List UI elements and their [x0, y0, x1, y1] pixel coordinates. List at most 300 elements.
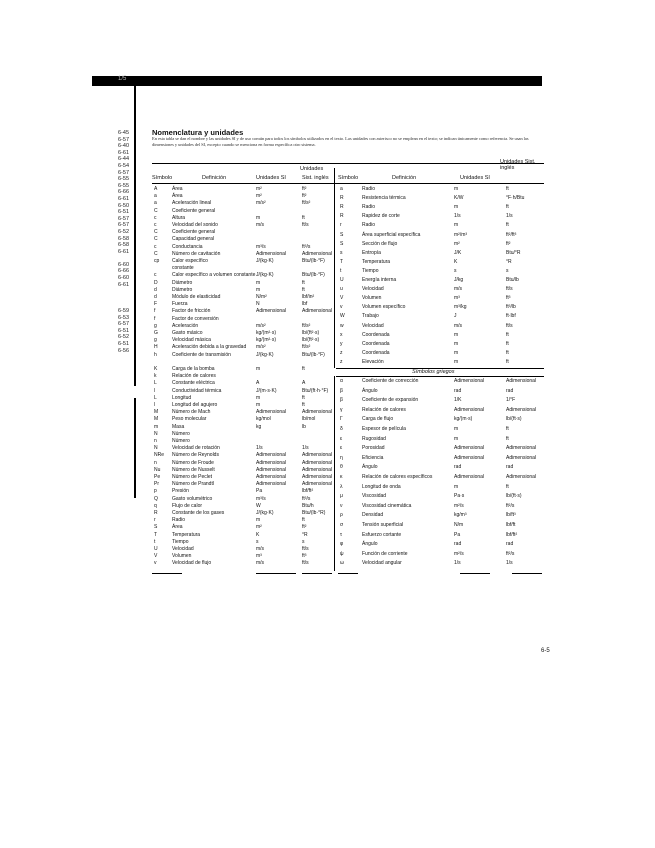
us-unit-cell: lb/(ft·s) — [506, 493, 522, 500]
definition-cell: Esfuerzo cortante — [362, 531, 402, 538]
si-unit-cell: A — [256, 380, 260, 387]
definition-cell: Número — [172, 430, 190, 437]
us-unit-cell: A — [302, 380, 306, 387]
margin-number: 6-61 — [118, 281, 130, 288]
definition-cell: Número de Froude — [172, 459, 214, 466]
symbol-cell: C — [154, 207, 158, 214]
col-si-units: Unidades SI — [256, 175, 286, 181]
si-unit-cell: kg/(m·s) — [454, 416, 473, 423]
us-unit-cell: ft — [506, 204, 509, 211]
definition-cell: Porosidad — [362, 445, 385, 452]
definition-cell: Área — [172, 193, 183, 200]
definition-cell: Tiempo — [362, 267, 379, 274]
definition-cell: Volumen — [362, 295, 382, 302]
definition-cell: Volumen — [172, 553, 192, 560]
si-unit-cell: m²/s — [454, 550, 464, 557]
definition-cell: Temperatura — [362, 258, 391, 265]
symbol-cell: ε — [340, 435, 343, 442]
symbol-cell: Γ — [340, 416, 343, 423]
si-unit-cell: Adimensional — [454, 454, 485, 461]
definition-cell: Número de Nusselt — [172, 466, 215, 473]
us-unit-cell: ft/s — [506, 322, 513, 329]
definition-cell: Número — [172, 438, 190, 444]
si-unit-cell: m — [454, 340, 459, 347]
si-unit-cell: m/s — [256, 546, 265, 552]
us-unit-cell: lbf — [302, 301, 308, 308]
si-unit-cell: m — [454, 349, 459, 356]
symbol-cell: C — [154, 250, 158, 257]
symbol-cell: T — [154, 531, 158, 538]
us-unit-cell: ft²/s — [506, 502, 515, 509]
definition-cell: Volumen específico — [362, 304, 406, 311]
definition-cell: Sección de flujo — [362, 240, 398, 247]
si-unit-cell: Adimensional — [454, 445, 485, 452]
col-us-units: Sist. inglés — [302, 175, 329, 181]
symbol-cell: a — [340, 186, 343, 192]
definition-cell: Radio — [362, 204, 376, 211]
us-unit-cell: ft·lbf — [506, 313, 516, 320]
units-group-label: Unidades — [300, 166, 324, 172]
us-unit-cell: ft/s² — [302, 200, 311, 207]
si-unit-cell: J/(kg·K) — [256, 351, 274, 358]
definition-cell: Área superficial específica — [362, 231, 421, 238]
symbol-cell: S — [340, 231, 344, 238]
definition-cell: Aceleración lineal — [172, 200, 212, 207]
si-unit-cell: Adimensional — [256, 459, 287, 466]
us-unit-cell: ft² — [506, 240, 511, 247]
symbol-cell: V — [154, 553, 158, 560]
symbol-cell: ψ — [340, 550, 344, 557]
symbol-cell: c — [154, 222, 157, 228]
definition-cell: Velocidad de flujo — [172, 560, 212, 567]
si-unit-cell: m — [454, 331, 459, 338]
si-unit-cell: Adimensional — [256, 409, 287, 416]
definition-cell: Tiempo — [172, 538, 189, 545]
definition-cell: Diámetro — [172, 279, 193, 286]
table-bottom-rule-mid — [256, 573, 296, 574]
margin-line-lower — [134, 398, 136, 498]
definition-cell: Ángulo — [362, 464, 378, 471]
us-unit-cell: Adimensional — [506, 378, 537, 384]
symbol-cell: τ — [340, 531, 342, 538]
us-unit-cell: ft/s — [302, 222, 309, 228]
si-unit-cell: Pa·s — [454, 493, 465, 500]
symbol-cell: n — [154, 459, 157, 466]
definition-cell: Velocidad másica — [172, 337, 211, 344]
symbol-cell: k — [154, 373, 157, 380]
us-unit-cell: lbf/ft — [506, 522, 516, 528]
si-unit-cell: m/s² — [256, 344, 266, 351]
definition-cell: Velocidad del sonido — [172, 222, 218, 228]
table-bottom-rule-right — [338, 573, 358, 574]
symbol-cell: Pe — [154, 474, 161, 480]
definition-cell: Ángulo — [362, 541, 378, 548]
definition-cell: Eficiencia — [362, 454, 384, 461]
definition-cell: Número de Reynolds — [172, 452, 219, 459]
si-unit-cell: m — [454, 483, 459, 490]
us-unit-cell: 1/s — [302, 445, 309, 452]
si-unit-cell: K/W — [454, 195, 464, 202]
symbol-cell: N — [154, 430, 158, 437]
us-unit-cell: ft/s — [506, 286, 513, 293]
col-symbol-2: Símbolo — [338, 175, 359, 181]
margin-number: 6-55 — [118, 182, 130, 189]
definition-cell: Rapidez de corte — [362, 213, 400, 220]
si-unit-cell: s — [256, 538, 259, 545]
symbol-cell: ω — [340, 560, 344, 567]
symbol-cell: W — [340, 313, 345, 320]
si-unit-cell: kg/m³ — [454, 512, 467, 519]
symbol-cell: G — [154, 330, 158, 336]
si-unit-cell: N/m — [454, 522, 464, 528]
symbol-cell: u — [340, 286, 343, 293]
us-unit-cell: Adimensional — [302, 459, 333, 466]
us-unit-cell: ft — [302, 286, 305, 293]
definition-cell: Coeficiente general — [172, 207, 216, 214]
us-unit-cell: Adimensional — [302, 474, 333, 480]
symbol-cell: h — [154, 351, 157, 358]
si-unit-cell: m² — [454, 240, 460, 247]
si-unit-cell: m — [454, 426, 459, 432]
us-unit-cell: ft — [506, 426, 509, 432]
symbol-cell: V — [340, 295, 344, 302]
margin-number: 6-58 — [118, 242, 130, 249]
us-unit-cell: lbf/ft² — [302, 488, 314, 495]
definition-cell: Coordenada — [362, 331, 390, 338]
header-rule-bottom — [152, 183, 544, 184]
symbol-cell: Nu — [154, 466, 161, 473]
definition-cell: Rugosidad — [362, 435, 386, 442]
symbol-cell: r — [340, 222, 342, 229]
si-unit-cell: Adimensional — [256, 481, 287, 488]
us-unit-cell: ft² — [302, 524, 307, 531]
us-unit-cell: ft — [302, 517, 305, 524]
header-rule-top — [152, 163, 544, 164]
us-unit-cell: ft — [506, 435, 509, 442]
definition-cell: Resistencia térmica — [362, 195, 406, 202]
si-unit-cell: m² — [256, 186, 262, 192]
definition-cell: Capacidad general — [172, 236, 214, 243]
margin-number: 6-51 — [118, 327, 130, 334]
definition-cell: constante — [172, 265, 194, 272]
si-unit-cell: m/s — [454, 286, 463, 293]
us-unit-cell: ft² — [302, 186, 307, 192]
symbol-cell: R — [154, 510, 158, 516]
si-unit-cell: N — [256, 301, 260, 308]
symbol-cell: N — [154, 445, 158, 452]
si-unit-cell: J/kg — [454, 277, 464, 283]
symbol-cell: D — [154, 279, 158, 286]
us-unit-cell: ft — [506, 483, 509, 490]
greek-subheader: Símbolos griegos — [412, 369, 455, 375]
definition-cell: Densidad — [362, 512, 384, 519]
si-unit-cell: m — [256, 517, 261, 524]
definition-cell: Radio — [172, 517, 186, 524]
definition-cell: Número de cavitación — [172, 250, 221, 257]
definition-cell: Relación de calores específicos — [362, 474, 433, 480]
us-unit-cell: ft — [302, 214, 305, 221]
definition-cell: Viscosidad — [362, 493, 387, 500]
si-unit-cell: Adimensional — [454, 378, 485, 384]
margin-number: 6-52 — [118, 334, 130, 341]
si-unit-cell: Pa — [256, 488, 263, 495]
si-unit-cell: J/K — [454, 249, 462, 256]
symbol-cell: U — [340, 277, 344, 283]
us-unit-cell: rad — [506, 541, 514, 548]
definition-cell: Coordenada — [362, 340, 390, 347]
us-unit-cell: ft — [302, 279, 305, 286]
us-unit-cell: Btu/°R — [506, 249, 521, 256]
margin-number: 6-55 — [118, 176, 130, 183]
symbol-cell: p — [154, 488, 157, 495]
si-unit-cell: Adimensional — [256, 308, 287, 315]
margin-number: 6-66 — [118, 189, 130, 196]
definition-cell: Número de Mach — [172, 409, 211, 416]
margin-number: 6-58 — [118, 235, 130, 242]
si-unit-cell: m — [454, 435, 459, 442]
si-unit-cell: m — [256, 214, 261, 221]
si-unit-cell: m³ — [454, 295, 460, 302]
margin-number: 6-45 — [118, 130, 130, 136]
symbol-cell: c — [154, 243, 157, 250]
us-unit-cell: Adimensional — [506, 406, 537, 413]
margin-number — [118, 295, 129, 302]
margin-number: 6-53 — [118, 314, 130, 321]
us-unit-cell: Btu/(lb·°F) — [302, 258, 325, 264]
us-unit-cell: Btu/lb — [506, 277, 519, 283]
margin-number: 6-57 — [118, 215, 130, 222]
col-symbol: Símbolo — [152, 175, 173, 181]
margin-number: 6-57 — [118, 169, 130, 176]
definition-cell: Coeficiente de expansión — [362, 397, 419, 404]
definition-cell: Aceleración — [172, 322, 199, 329]
symbol-cell: y — [340, 340, 343, 347]
symbol-cell: M — [154, 416, 159, 423]
us-unit-cell: °R — [302, 531, 308, 538]
si-unit-cell: J/(kg·K) — [256, 272, 274, 279]
definition-cell: Módulo de elasticidad — [172, 294, 221, 300]
si-unit-cell: J/(m·s·K) — [256, 387, 277, 394]
definition-cell: Entropía — [362, 249, 381, 256]
page-heading: Nomenclatura y unidades — [152, 128, 244, 137]
us-unit-cell: lb/ft³ — [506, 512, 516, 519]
symbol-cell: σ — [340, 522, 344, 528]
symbol-cell: φ — [340, 541, 344, 548]
us-unit-cell: ft³/s — [302, 495, 311, 502]
column-divider — [334, 168, 335, 368]
si-unit-cell: m² — [256, 524, 262, 531]
table-bottom-rule-right2 — [460, 573, 490, 574]
us-unit-cell: Btu/(lb·°F) — [302, 272, 325, 279]
symbol-cell: R — [340, 195, 344, 202]
us-unit-cell: ft — [506, 222, 509, 229]
definition-cell: Trabajo — [362, 313, 379, 320]
symbol-cell: Pr — [154, 481, 159, 488]
margin-number: 6-54 — [118, 162, 130, 169]
us-unit-cell: °R — [506, 258, 512, 265]
symbol-cell: ν — [340, 502, 343, 509]
definition-cell: Velocidad — [362, 322, 384, 329]
us-unit-cell: °F·h/Btu — [506, 195, 525, 202]
symbol-cell: a — [154, 200, 157, 207]
margin-number: 6-50 — [118, 202, 130, 209]
si-unit-cell: 1/s — [454, 560, 461, 567]
definition-cell: Área — [172, 186, 183, 192]
symbol-cell: g — [154, 337, 157, 344]
definition-cell: Aceleración debida a la gravedad — [172, 344, 247, 351]
definition-cell: Carga de la bomba — [172, 366, 215, 372]
us-unit-cell: Btu/(lb·°F) — [302, 351, 325, 358]
definition-cell: Función de corriente — [362, 550, 408, 557]
symbol-cell: ρ — [340, 512, 343, 519]
margin-number: 6-56 — [118, 347, 130, 354]
symbol-cell: t — [154, 538, 156, 545]
symbol-cell: κ — [340, 474, 343, 480]
definition-cell: Longitud de onda — [362, 483, 401, 490]
us-unit-cell: ft — [506, 358, 509, 365]
si-unit-cell: m — [256, 394, 261, 401]
definition-cell: Velocidad — [362, 286, 384, 293]
definition-cell: Masa — [172, 423, 185, 430]
us-unit-cell: Btu/(lb·°R) — [302, 510, 326, 516]
si-unit-cell: m/s² — [256, 200, 266, 207]
si-unit-cell: m²/m³ — [454, 231, 468, 238]
us-unit-cell: 1/°F — [506, 397, 516, 404]
definition-cell: Constante eléctrica — [172, 380, 215, 387]
us-unit-cell: lb/(ft²·s) — [302, 330, 320, 336]
si-unit-cell: Adimensional — [454, 406, 485, 413]
definition-cell: Número de Peclet — [172, 474, 213, 480]
definition-cell: Calor específico — [172, 258, 208, 264]
us-unit-cell: Adimensional — [302, 466, 333, 473]
si-unit-cell: N/m² — [256, 294, 267, 300]
symbol-cell: F — [154, 301, 158, 308]
symbol-cell: x — [340, 331, 343, 338]
margin-number: 6-60 — [118, 275, 130, 282]
definition-cell: Carga de flujo — [362, 416, 394, 423]
si-unit-cell: m³ — [256, 553, 262, 560]
page-top-bar — [92, 76, 542, 86]
symbol-cell: A — [154, 186, 158, 192]
si-unit-cell: J — [454, 313, 457, 320]
symbol-cell: s — [340, 249, 343, 256]
si-unit-cell: m — [256, 286, 261, 293]
us-unit-cell: ft/s² — [302, 322, 311, 329]
us-unit-cell: ft²/ft³ — [506, 231, 517, 238]
si-unit-cell: 1/s — [256, 445, 263, 452]
symbol-cell: η — [340, 454, 343, 461]
definition-cell: Longitud — [172, 394, 192, 401]
si-unit-cell: J/(kg·K) — [256, 258, 274, 264]
symbol-cell: C — [154, 229, 158, 236]
symbol-cell: v — [340, 304, 343, 311]
si-unit-cell: kg/mol — [256, 416, 271, 423]
us-unit-cell: lbf/in² — [302, 294, 315, 300]
us-unit-cell: Adimensional — [506, 454, 537, 461]
intro-paragraph: En esta tabla se dan el nombre y las unidades SI y de uso común para todos los símbolos utilizados en el texto. Las unidades con asterisco no se emplean en el texto; se indican únicamente como referencia. Se usan las dimensiones y unidades del SI, excepto cuando se menciona en forma específica otro sistema. — [152, 136, 529, 147]
margin-number: 6-60 — [118, 261, 130, 268]
definition-cell: Gasto másico — [172, 330, 203, 336]
us-unit-cell: lb/mol — [302, 416, 316, 423]
us-unit-cell: ft — [302, 402, 305, 408]
definition-cell: Viscosidad cinemática — [362, 502, 412, 509]
symbol-cell: w — [340, 322, 344, 329]
si-unit-cell: kg/(m²·s) — [256, 337, 276, 344]
us-unit-cell: ft³/s — [302, 243, 311, 250]
definition-cell: Factor de fricción — [172, 308, 211, 315]
us-unit-cell: Adimensional — [302, 250, 333, 257]
si-unit-cell: m³/s — [256, 243, 266, 250]
margin-number: 6-57 — [118, 321, 130, 328]
margin-number: 6-66 — [118, 268, 130, 275]
margin-number: 6-59 — [118, 308, 130, 315]
definition-cell: Factor de conversión — [172, 315, 219, 322]
us-unit-cell: rad — [506, 464, 514, 471]
si-unit-cell: K — [454, 258, 458, 265]
definition-cell: Coeficiente de corrección — [362, 378, 419, 384]
si-unit-cell: Adimensional — [454, 474, 485, 480]
us-unit-cell: ft — [302, 366, 305, 372]
us-unit-cell: ft³ — [302, 553, 307, 560]
si-unit-cell: Adimensional — [256, 250, 287, 257]
definition-cell: Coordenada — [362, 349, 390, 356]
symbol-cell: α — [340, 378, 343, 384]
si-unit-cell: Adimensional — [256, 452, 287, 459]
si-unit-cell: m — [256, 279, 261, 286]
symbol-cell: U — [154, 546, 158, 552]
definition-cell: Radio — [362, 222, 376, 229]
symbol-cell: r — [154, 517, 156, 524]
table-bottom-rule-right3 — [512, 573, 542, 574]
us-unit-cell: ft³ — [506, 295, 511, 302]
symbol-cell: q — [154, 502, 157, 509]
margin-number: 6-57 — [118, 136, 130, 143]
header-tag: 1/5 — [118, 76, 127, 82]
si-unit-cell: m³/kg — [454, 304, 467, 311]
symbol-cell: θ — [340, 464, 343, 471]
si-unit-cell: m²/s — [454, 502, 464, 509]
us-unit-cell: ft³/lb — [506, 304, 516, 311]
definition-cell: Altura — [172, 214, 186, 221]
margin-number: 6-57 — [118, 222, 130, 229]
us-unit-cell: Adimensional — [506, 474, 537, 480]
si-unit-cell: Adimensional — [256, 474, 287, 480]
si-unit-cell: m — [256, 402, 261, 408]
us-unit-cell: rad — [506, 387, 514, 394]
symbol-cell: μ — [340, 493, 343, 500]
definition-cell: Coeficiente general — [172, 229, 216, 236]
symbol-cell: R — [340, 213, 344, 220]
definition-cell: Calor específico a volumen constante — [172, 272, 256, 279]
definition-cell: Longitud del agujero — [172, 402, 218, 408]
us-unit-cell: ft/s² — [302, 344, 311, 351]
us-unit-cell: ft/s — [302, 546, 309, 552]
si-unit-cell: 1/s — [454, 213, 461, 220]
definition-cell: Elevación — [362, 358, 384, 365]
us-unit-cell: lb — [302, 423, 306, 430]
si-unit-cell: W — [256, 502, 261, 509]
col-definition: Definición — [202, 175, 227, 181]
symbol-cell: L — [154, 380, 157, 387]
symbol-cell: β — [340, 397, 343, 404]
margin-number: 6-51 — [118, 209, 130, 216]
si-unit-cell: K — [256, 531, 260, 538]
us-unit-cell: Adimensional — [302, 452, 333, 459]
margin-number — [118, 288, 129, 295]
margin-number — [118, 301, 129, 308]
si-unit-cell: m/s — [256, 560, 265, 567]
us-unit-cell: Adimensional — [302, 481, 333, 488]
